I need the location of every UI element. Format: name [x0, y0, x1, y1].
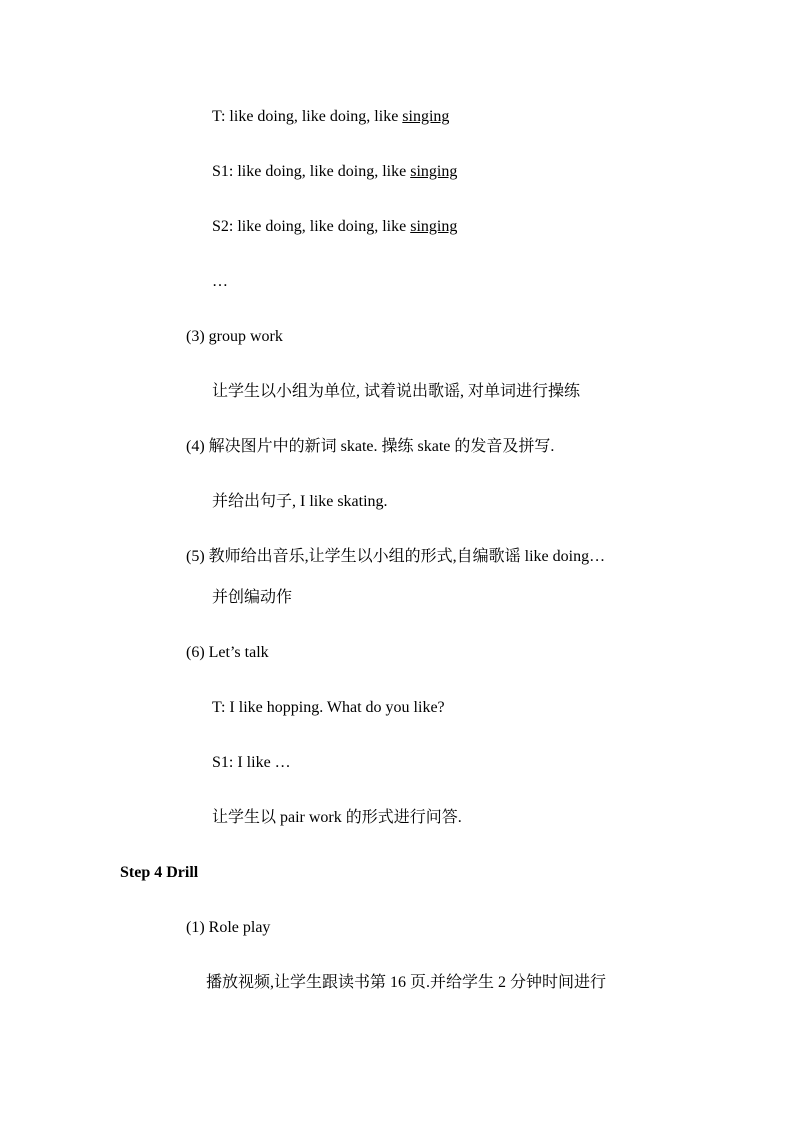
- line-text: T: like doing, like doing, like: [212, 108, 403, 125]
- item-6-heading: (6) Let’s talk: [186, 644, 269, 661]
- ellipsis-line: …: [212, 273, 228, 290]
- drill-item-1-description: 播放视频,让学生跟读书第 16 页.并给学生 2 分钟时间进行: [206, 974, 607, 991]
- drill-item-1-heading: (1) Role play: [186, 919, 271, 936]
- line-text: S2: like doing, like doing, like: [212, 218, 411, 235]
- dialogue-line-teacher: [212, 107, 449, 127]
- item-5-continuation: 并创编动作: [212, 589, 293, 606]
- underlined-word: singing: [410, 218, 458, 235]
- dialogue-line-s1: [212, 162, 457, 182]
- underlined-word: singing: [410, 163, 458, 180]
- dialogue-line-s2: [212, 217, 457, 237]
- item-4-heading: (4) 解决图片中的新词 skate. 操练 skate 的发音及拼写.: [186, 438, 555, 455]
- item-3-heading: (3) group work: [186, 328, 283, 345]
- dialogue-line-s1-answer: S1: I like …: [212, 754, 291, 771]
- item-5-heading: (5) 教师给出音乐,让学生以小组的形式,自编歌谣 like doing…: [186, 548, 606, 565]
- underlined-word: singing: [402, 108, 450, 125]
- line-text: S1: like doing, like doing, like: [212, 163, 411, 180]
- item-6-description: 让学生以 pair work 的形式进行问答.: [212, 809, 462, 826]
- item-4-sentence: 并给出句子, I like skating.: [212, 493, 388, 510]
- item-3-description: 让学生以小组为单位, 试着说出歌谣, 对单词进行操练: [212, 383, 581, 400]
- dialogue-line-teacher-question: T: I like hopping. What do you like?: [212, 699, 445, 716]
- step-4-heading: Step 4 Drill: [120, 864, 199, 881]
